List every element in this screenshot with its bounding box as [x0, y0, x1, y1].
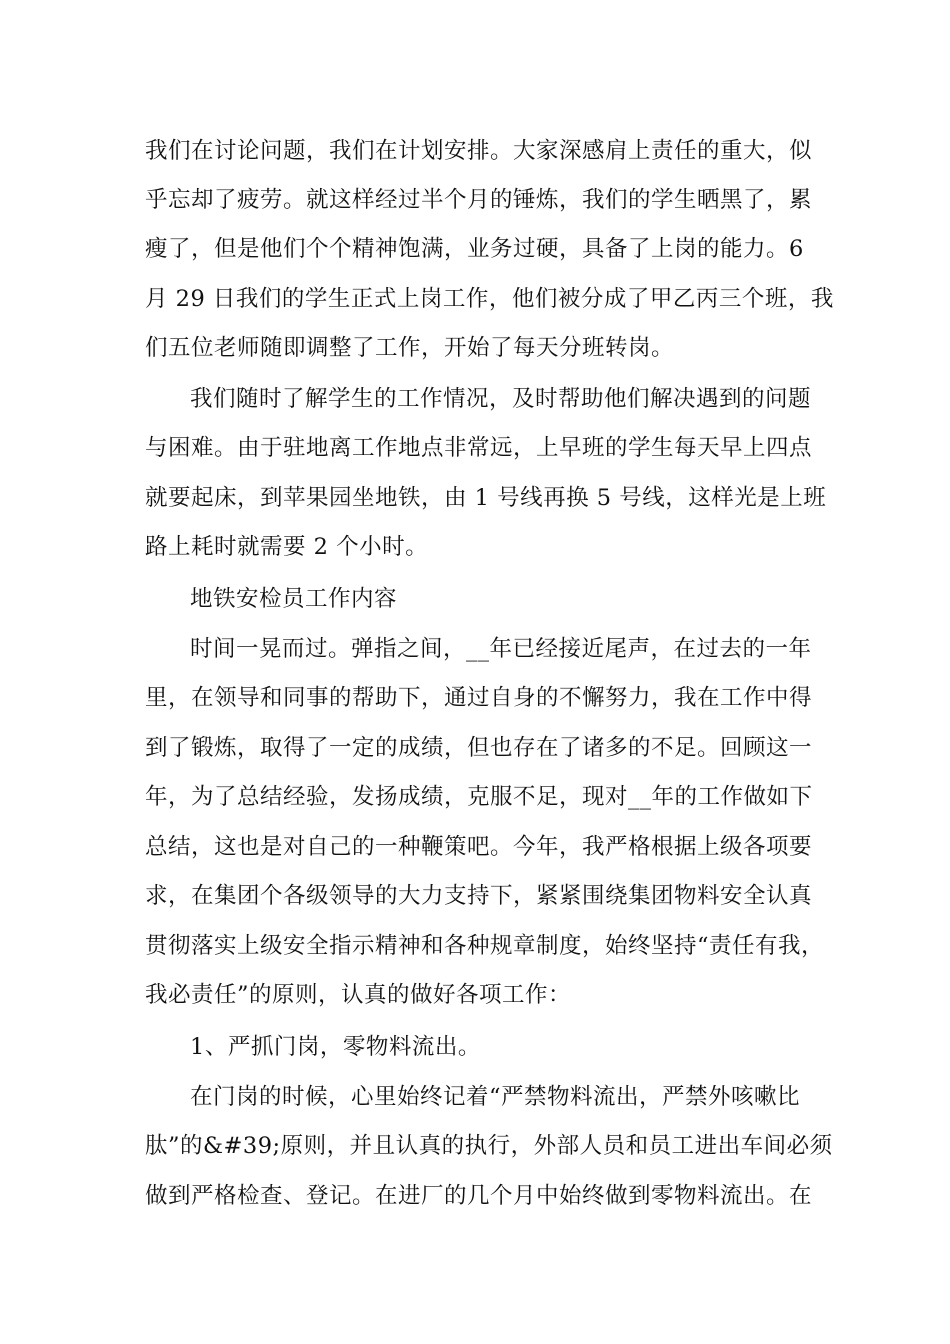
text-line: 路上耗时就需要 2 个小时。: [145, 534, 429, 560]
text-line: 到了锻炼，取得了一定的成绩，但也存在了诸多的不足。回顾这一: [145, 735, 813, 761]
text-line: 我们随时了解学生的工作情况，及时帮助他们解决遇到的问题: [190, 386, 812, 412]
text-line: 在门岗的时候，心里始终记着“严禁物料流出，严禁外咳嗽比: [190, 1084, 801, 1110]
text-line: 总结，这也是对自己的一种鞭策吧。今年，我严格根据上级各项要: [145, 834, 813, 860]
text-line: 我们在讨论问题，我们在计划安排。大家深感肩上责任的重大，似: [145, 138, 813, 164]
text-line: 年，为了总结经验，发扬成绩，克服不足，现对__年的工作做如下: [145, 784, 813, 810]
text-line: 做到严格检查、登记。在进厂的几个月中始终做到零物料流出。在: [145, 1183, 813, 1209]
text-line: 时间一晃而过。弹指之间，__年已经接近尾声，在过去的一年: [190, 636, 812, 662]
text-line: 瘦了，但是他们个个精神饱满，业务过硬，具备了上岗的能力。6: [145, 236, 804, 262]
text-line: 贯彻落实上级安全指示精神和各种规章制度，始终坚持“责任有我，: [145, 933, 825, 959]
list-item: 1、严抓门岗，零物料流出。: [190, 1034, 481, 1060]
text-line: 我必责任”的原则，认真的做好各项工作：: [145, 982, 572, 1008]
section-heading: 地铁安检员工作内容: [190, 586, 398, 612]
text-line: 求，在集团个各级领导的大力支持下，紧紧围绕集团物料安全认真: [145, 883, 813, 909]
text-line: 里，在领导和同事的帮助下，通过自身的不懈努力，我在工作中得: [145, 685, 813, 711]
text-line: 乎忘却了疲劳。就这样经过半个月的锤炼，我们的学生晒黑了，累: [145, 187, 813, 213]
text-line: 与困难。由于驻地离工作地点非常远，上早班的学生每天早上四点: [145, 435, 813, 461]
text-line: 月 29 日我们的学生正式上岗工作，他们被分成了甲乙丙三个班，我: [145, 286, 834, 312]
text-line: 肽”的&#39;原则，并且认真的执行，外部人员和员工进出车间必须: [145, 1133, 833, 1159]
text-line: 就要起床，到苹果园坐地铁，由 1 号线再换 5 号线，这样光是上班: [145, 485, 827, 511]
text-line: 们五位老师随即调整了工作，开始了每天分班转岗。: [145, 335, 675, 361]
